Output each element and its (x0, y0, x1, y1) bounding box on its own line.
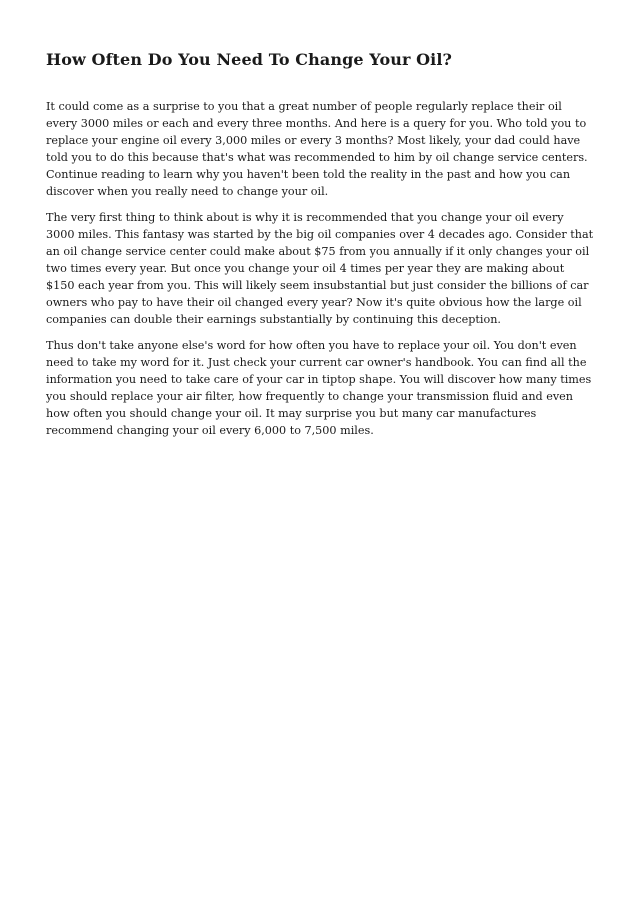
document-page (46, 48, 594, 448)
paragraph-3: Thus don't take anyone else's word for how often you have to replace your oil. You don't even need to take my word for it. Just check your current car owner's handbook. You can find all the information you need to take care of your car in tiptop shape. You will discover how many times you should replace your air filter, how frequently to change your transmission fluid and even how often you should change your oil. It may surprise you but many car manufactures recommend changing your oil every 6,000 to 7,500 miles. (46, 339, 592, 437)
paragraph-2: The very first thing to think about is why it is recommended that you change your oil every 3000 miles. This fantasy was started by the big oil companies over 4 decades ago. Consider that an oil change service center could make about $75 from you annually if it only changes your oil two times every year. But once you change your oil 4 times per year they are making about $150 each year from you. This will likely seem insubstantial but just consider the billions of car owners who pay to have their oil changed every year? Now it's quite obvious how the large oil companies can double their earnings substantially by continuing this deception. (46, 211, 594, 326)
document-title: How Often Do You Need To Change Your Oil? (46, 50, 453, 69)
document-body (46, 98, 594, 439)
paragraph-1: It could come as a surprise to you that a great number of people regularly replace their oil every 3000 miles or each and every three months. And here is a query for you. Who told you to replace your engine oil every 3,000 miles or every 3 months? Most likely, your dad could have told you to do this because that's what was recommended to him by oil change service centers. Continue reading to learn why you haven't been told the reality in the past and how you can discover when you really need to change your oil. (46, 100, 588, 198)
